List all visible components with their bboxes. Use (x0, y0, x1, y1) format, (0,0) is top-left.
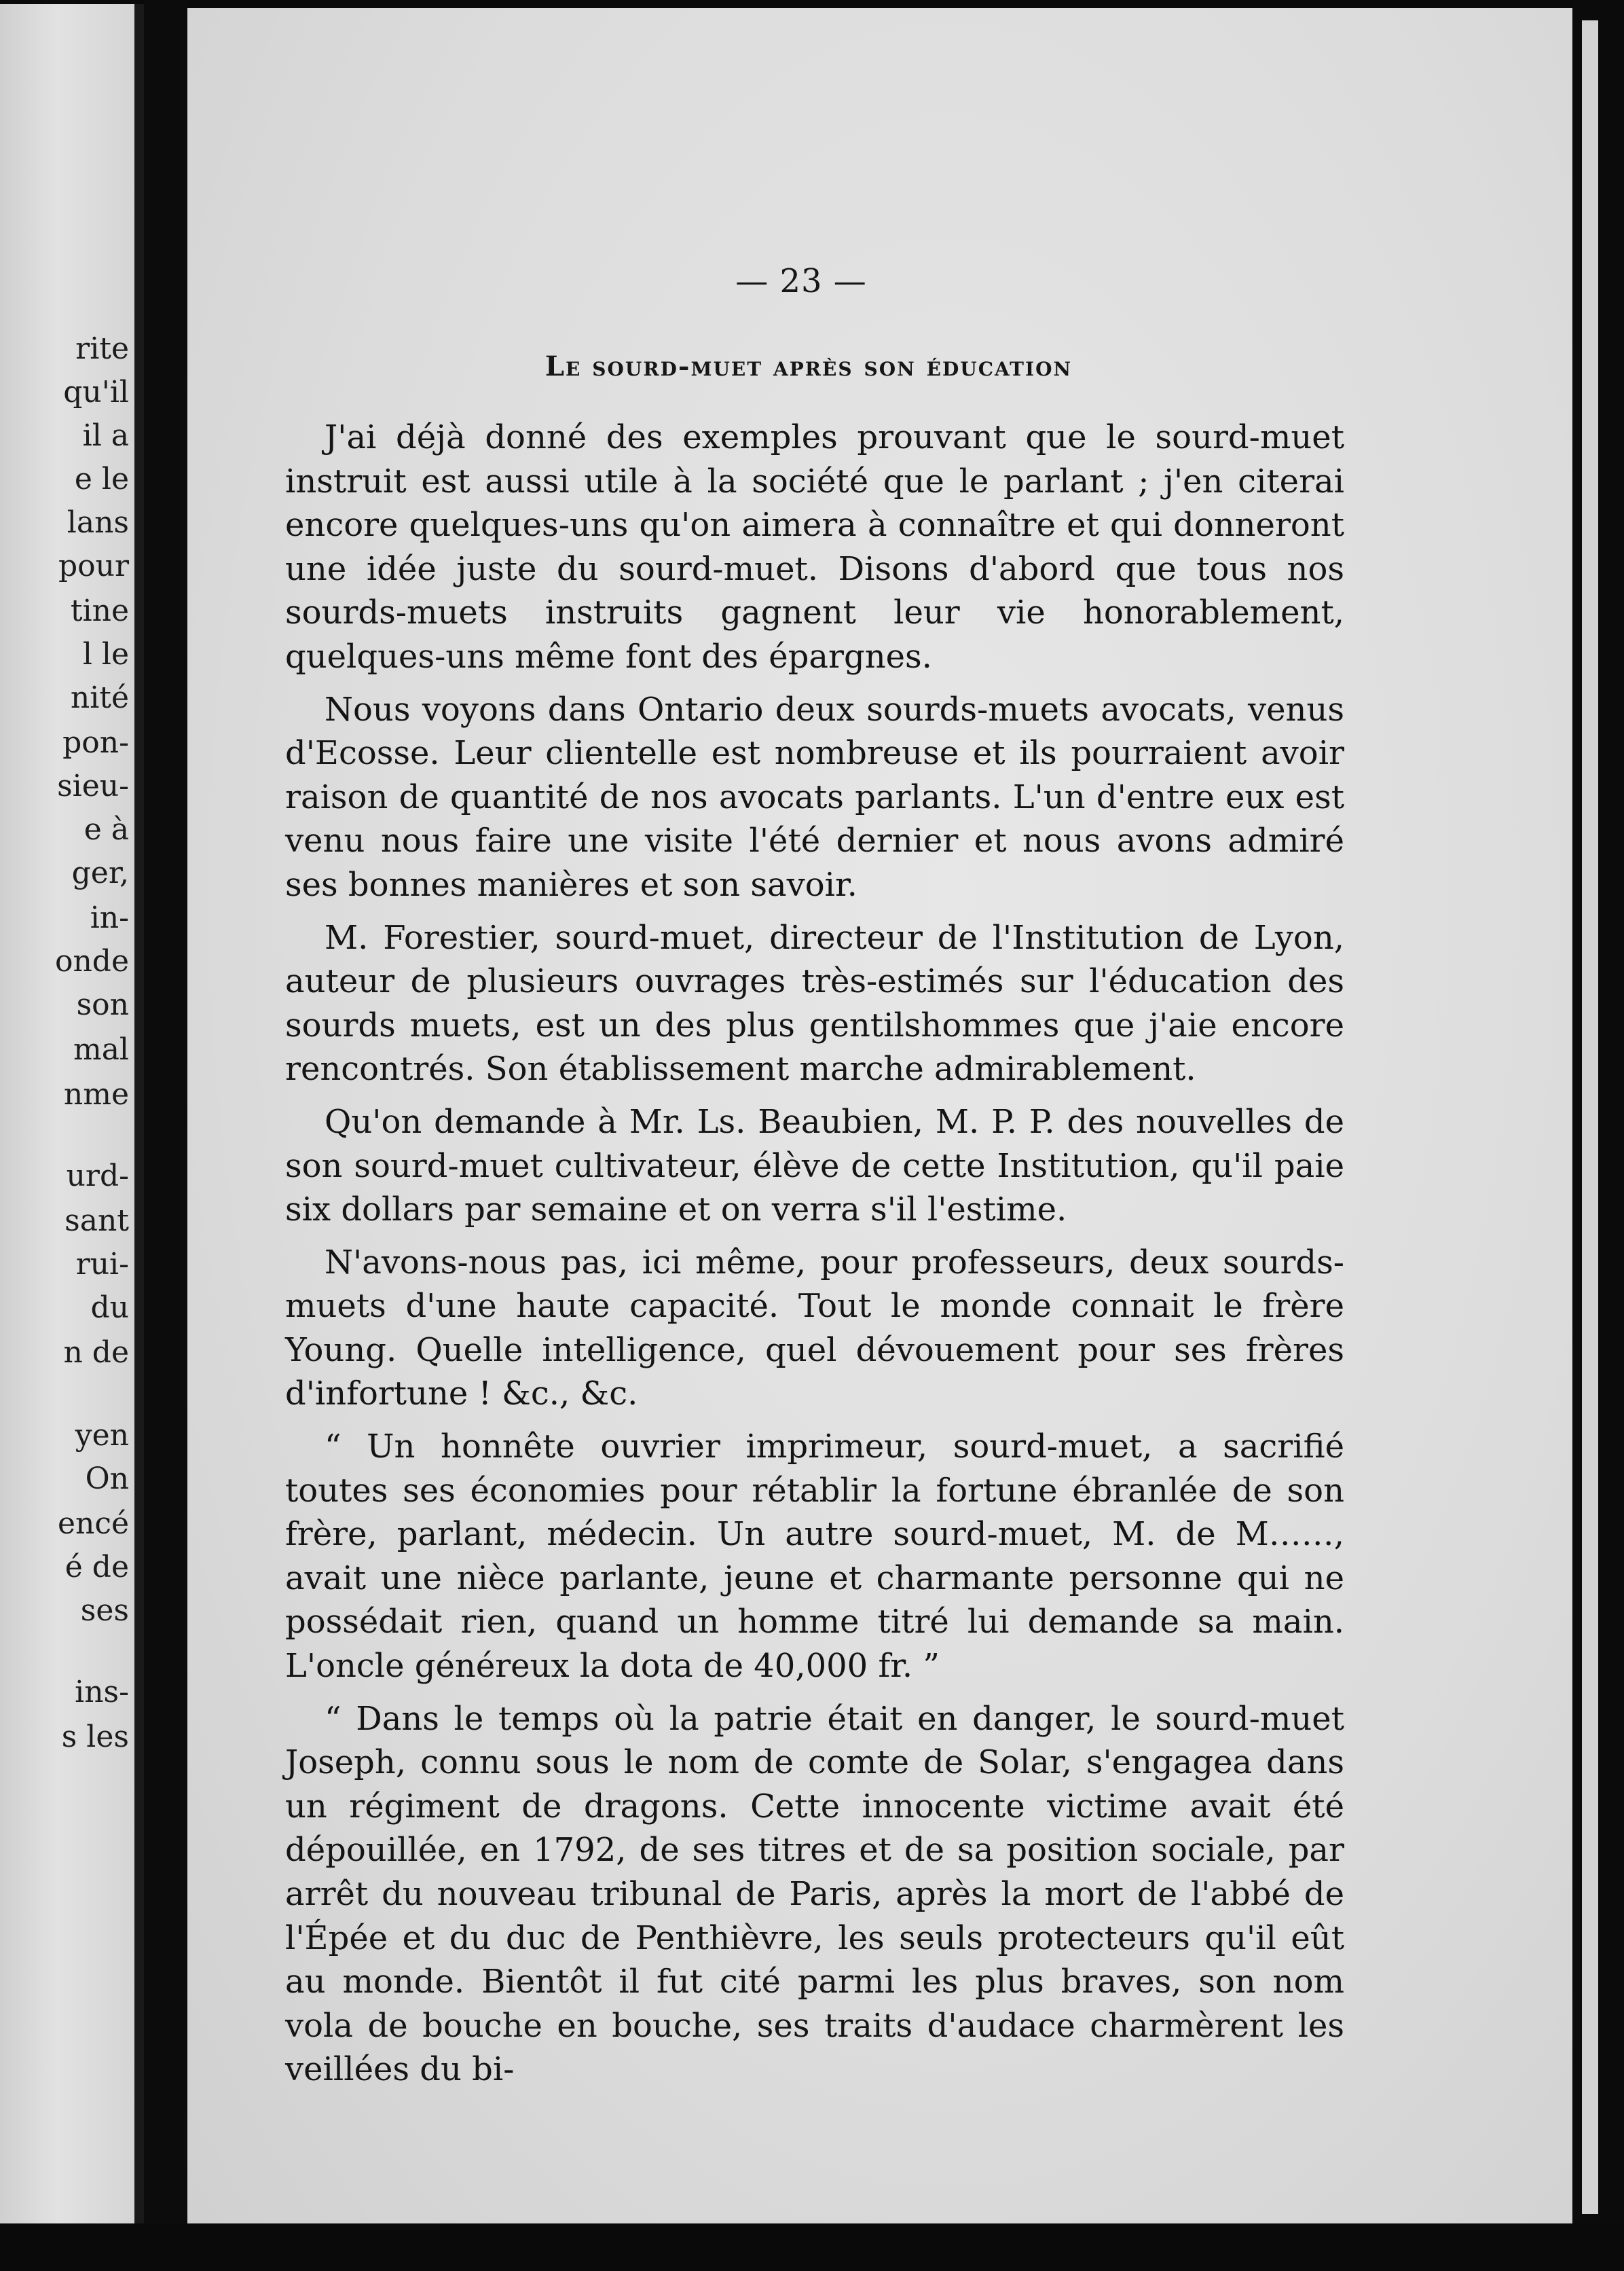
left-page-fragment: in- (90, 901, 129, 935)
left-page-fragment: encé (57, 1506, 129, 1541)
left-page-fragment: sant (64, 1203, 129, 1238)
left-page-fragment: s les (61, 1720, 129, 1754)
left-page-fragment: urd- (66, 1159, 129, 1193)
book-gutter (144, 0, 187, 2271)
left-page-fragment: pon- (62, 725, 129, 760)
left-page-fragment: e à (84, 812, 129, 847)
left-page-fragment: onde (54, 944, 129, 979)
left-page-fragment: qu'il (63, 375, 129, 410)
left-page-binding-edge (134, 4, 144, 2245)
paragraph: Qu'on demande à Mr. Ls. Beaubien, M. P. P. des nouvelles de son sourd-muet cultivateur, élève de cette Institution, qu'il paie six dollars par semaine et on verra s'il l'estime. (285, 1102, 1344, 1229)
left-page-fragment: n de (63, 1335, 129, 1370)
left-page-fragment: tine (70, 594, 129, 628)
left-page-edge (0, 4, 144, 2245)
chapter-heading: Le sourd-muet après son éducation (545, 350, 1073, 382)
paragraph: Nous voyons dans Ontario deux sourds-muets avocats, venus d'Ecosse. Leur clientelle est nombreuse et ils pourraient avoir raison de quantité de nos avocats parlants. L'un d'entre eux est venu nous faire une visite l'été dernier et nous avons admiré ses bonnes manières et son savoir. (285, 690, 1344, 904)
left-page-fragment: ger, (71, 856, 129, 890)
left-page-fragment: rui- (75, 1247, 129, 1282)
left-page-fragment: rite (75, 331, 129, 366)
left-page-fragment: mal (73, 1032, 129, 1067)
paragraph: “ Un honnête ouvrier imprimeur, sourd-muet, a sacrifié toutes ses économies pour rétablir la fortune ébranlée de son frère, parlant, médecin. Un autre sourd-muet, M. de M……, avait une nièce parlante, jeune et charmante personne qui ne possédait rien, quand un homme titré lui demande sa main. L'oncle généreux la dota de 40,000 fr. ” (285, 1428, 1344, 1686)
left-page-fragment: ins- (75, 1675, 129, 1709)
paragraph: “ Dans le temps où la patrie était en danger, le sourd-muet Joseph, connu sous le nom de comte de Solar, s'engagea dans un régiment de dragons. Cette innocente victime avait été dépouillée, en 1792, de ses titres et de sa position sociale, par arrêt du nouveau tribunal de Paris, après la mort de l'abbé de l'Épée et du duc de Penthièvre, les seuls protecteurs qu'il eût au monde. Bientôt il fut cité parmi les plus braves, son nom vola de bouche en bouche, ses traits d'audace charmèrent les veillées du bi- (285, 1699, 1344, 2089)
left-page-fragment: du (90, 1290, 129, 1325)
paragraph: N'avons-nous pas, ici même, pour professeurs, deux sourds-muets d'une haute capacité. Tout le monde connait le frère Young. Quelle intelligence, quel dévouement pour ses frères d'infortune ! &c., &c. (285, 1243, 1344, 1413)
paragraph: M. Forestier, sourd-muet, directeur de l'Institution de Lyon, auteur de plusieurs ouvrages très-estimés sur l'éducation des sourds muets, est un des plus gentilshommes que j'aie encore rencontrés. Son établissement marche admirablement. (285, 918, 1344, 1089)
left-page-fragment: On (85, 1461, 129, 1496)
left-page-fragment: pour (58, 549, 129, 583)
body-text (285, 416, 1344, 2092)
bottom-scan-edge (0, 2223, 1624, 2271)
left-page-fragment: l le (82, 637, 129, 672)
page-number: — 23 — (735, 262, 867, 300)
left-page-fragment: lans (67, 505, 129, 540)
left-page-fragment: sieu- (57, 769, 129, 803)
left-page-fragment: son (76, 987, 129, 1022)
paragraph: J'ai déjà donné des exemples prouvant que le sourd-muet instruit est aussi utile à la société que le parlant ; j'en citerai encore quelques-uns qu'on aimera à connaître et qui donneront une idée juste du sourd-muet. Disons d'abord que tous nos sourds-muets instruits gagnent leur vie honorablement, quelques-uns même font des épargnes. (285, 418, 1344, 676)
right-page-edge (1572, 0, 1624, 2271)
left-page-fragment: yen (75, 1418, 129, 1453)
left-page-fragment: é de (64, 1550, 129, 1584)
left-page-fragment: nme (63, 1077, 129, 1112)
left-page-fragment: e le (74, 462, 129, 496)
left-page-fragment: ses (80, 1593, 129, 1628)
left-page-fragment: nité (70, 680, 129, 715)
left-page-fragment: il a (82, 418, 129, 453)
